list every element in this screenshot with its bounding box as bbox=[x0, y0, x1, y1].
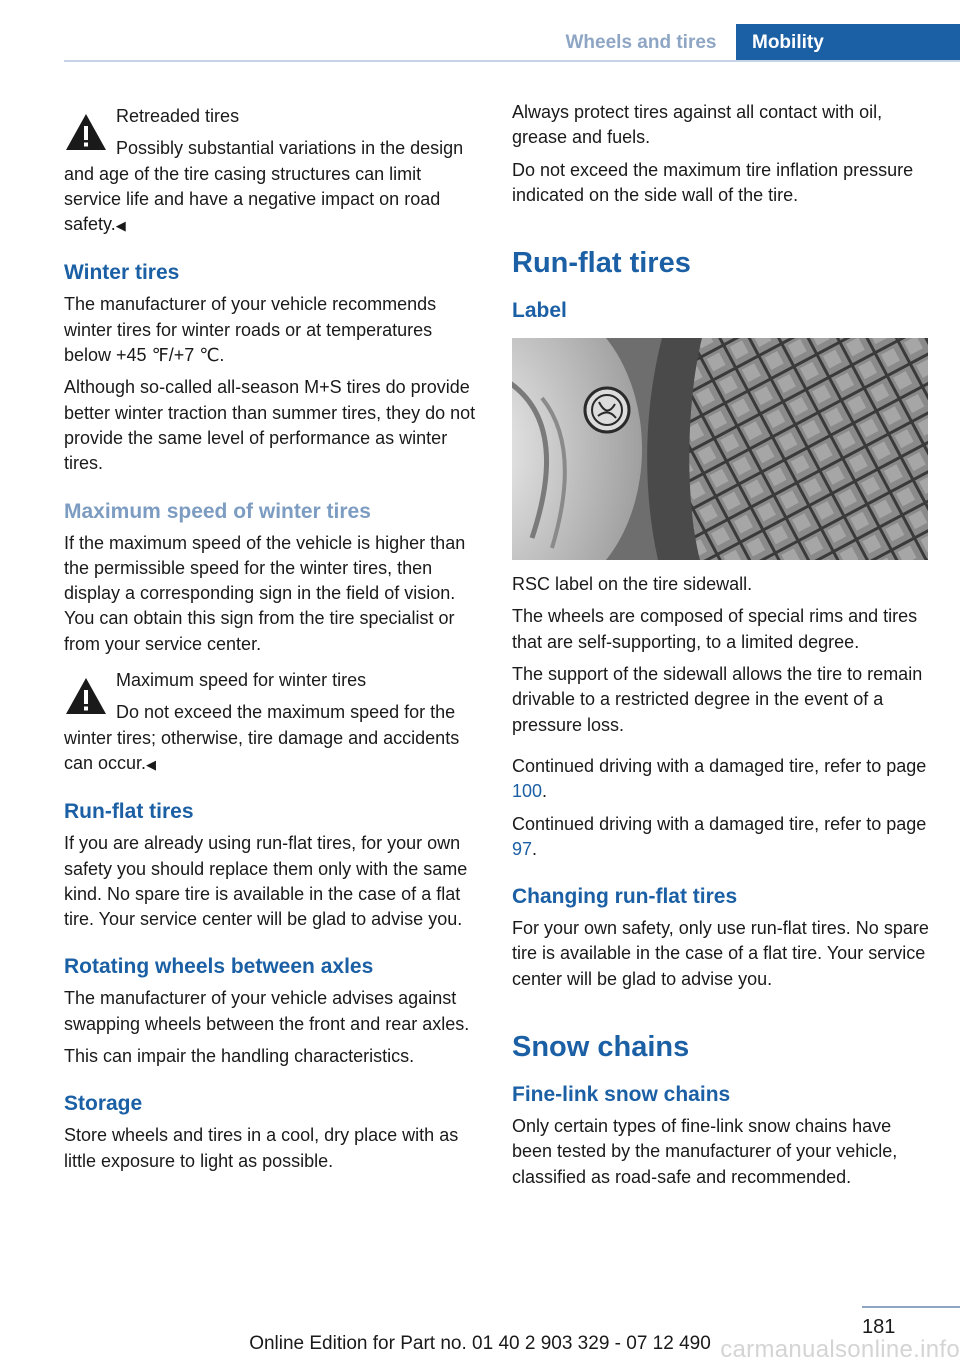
page-link-100[interactable]: 100 bbox=[512, 781, 543, 802]
heading-rotating-wheels: Rotating wheels between axles bbox=[64, 955, 374, 979]
paragraph: If you are already using run-flat tires, for your own safety you should replace them only with the same kind. No spare tire is available in the case of a flat tire. Your service center will be glad to advise you. bbox=[64, 833, 468, 930]
paragraph: The support of the sidewall allows the tire to remain drivable to a restricted degree in the event of a pressure loss. bbox=[512, 664, 923, 735]
right-column bbox=[512, 100, 930, 1197]
paragraph: Do not exceed the maximum tire inflation pressure indicated on the side wall of the tire. bbox=[512, 159, 914, 205]
paragraph: This can impair the handling characteristics. bbox=[64, 1046, 415, 1067]
warning-retreaded-tires bbox=[64, 100, 482, 238]
edition-text: Online Edition for Part no. 01 40 2 903 329 - 07 12 490 bbox=[249, 1333, 711, 1354]
heading-storage: Storage bbox=[64, 1092, 143, 1116]
page-reference: Continued driving with a damaged tire, refer to page 100. bbox=[512, 755, 927, 802]
paragraph: For your own safety, only use run-flat tires. No spare tire is available in the case of a flat tire. Your service center will be glad to advise you. bbox=[512, 918, 929, 989]
header-divider bbox=[64, 60, 960, 62]
rsc-tire-sidewall-image bbox=[512, 338, 928, 560]
title-snow-chains: Snow chains bbox=[512, 1031, 690, 1064]
paragraph: If the maximum speed of the vehicle is higher than the permissible speed for the winter tires, then display a corresponding sign in the field of vision. You can obtain this sign from the tire specialist or from your service center. bbox=[64, 532, 466, 654]
page-number: 181 bbox=[862, 1316, 896, 1338]
paragraph: Always protect tires against all contact with oil, grease and fuels. bbox=[512, 102, 883, 148]
image-caption: RSC label on the tire sidewall. bbox=[512, 574, 753, 595]
title-run-flat-tires: Run-flat tires bbox=[512, 247, 691, 280]
paragraph: Only certain types of fine-link snow chains have been tested by the manufacturer of your vehicle, classified as road-safe and recommended. bbox=[512, 1116, 898, 1187]
warning-title: Retreaded tires bbox=[116, 106, 240, 126]
paragraph: The wheels are composed of special rims and tires that are self-supporting, to a limited degree. bbox=[512, 606, 918, 652]
paragraph: Although so-called all-season M+S tires do provide better winter traction than summer tires, they do not provide the same level of performance as winter tires. bbox=[64, 377, 476, 474]
page-reference: Continued driving with a damaged tire, refer to page 97. bbox=[512, 813, 927, 859]
watermark: carmanualsonline.info bbox=[720, 1336, 960, 1362]
end-mark-icon: ◀ bbox=[115, 218, 126, 234]
paragraph: The manufacturer of your vehicle advises against swapping wheels between the front and rear axles. bbox=[64, 988, 470, 1034]
heading-changing-run-flat: Changing run-flat tires bbox=[512, 885, 738, 909]
left-column bbox=[64, 100, 482, 1181]
footer-divider bbox=[862, 1306, 960, 1308]
paragraph: Store wheels and tires in a cool, dry place with as little exposure to light as possible. bbox=[64, 1125, 459, 1171]
end-mark-icon: ◀ bbox=[146, 756, 157, 772]
paragraph: The manufacturer of your vehicle recommends winter tires for winter roads or at temperatures below +45 ℉/+7 ℃. bbox=[64, 294, 437, 366]
heading-run-flat-tires: Run-flat tires bbox=[64, 800, 194, 824]
warning-triangle-icon bbox=[64, 676, 108, 716]
header-chapter-label: Mobility bbox=[736, 24, 960, 60]
warning-text: Possibly substantial variations in the design and age of the tire casing structures can limit service life and have a negative impact on road safety. bbox=[64, 138, 464, 235]
warning-triangle-icon bbox=[64, 112, 108, 152]
header-section-label: Wheels and tires bbox=[565, 32, 717, 53]
warning-text: Do not exceed the maximum speed for the winter tires; otherwise, tire damage and accidents can occur. bbox=[64, 702, 460, 773]
heading-label: Label bbox=[512, 299, 567, 323]
heading-maximum-speed: Maximum speed of winter tires bbox=[64, 499, 371, 523]
warning-maximum-speed bbox=[64, 664, 482, 777]
page-link-97[interactable]: 97 bbox=[512, 838, 533, 859]
heading-fine-link-chains: Fine-link snow chains bbox=[512, 1083, 731, 1107]
warning-title: Maximum speed for winter tires bbox=[116, 670, 367, 691]
heading-winter-tires: Winter tires bbox=[64, 261, 180, 285]
